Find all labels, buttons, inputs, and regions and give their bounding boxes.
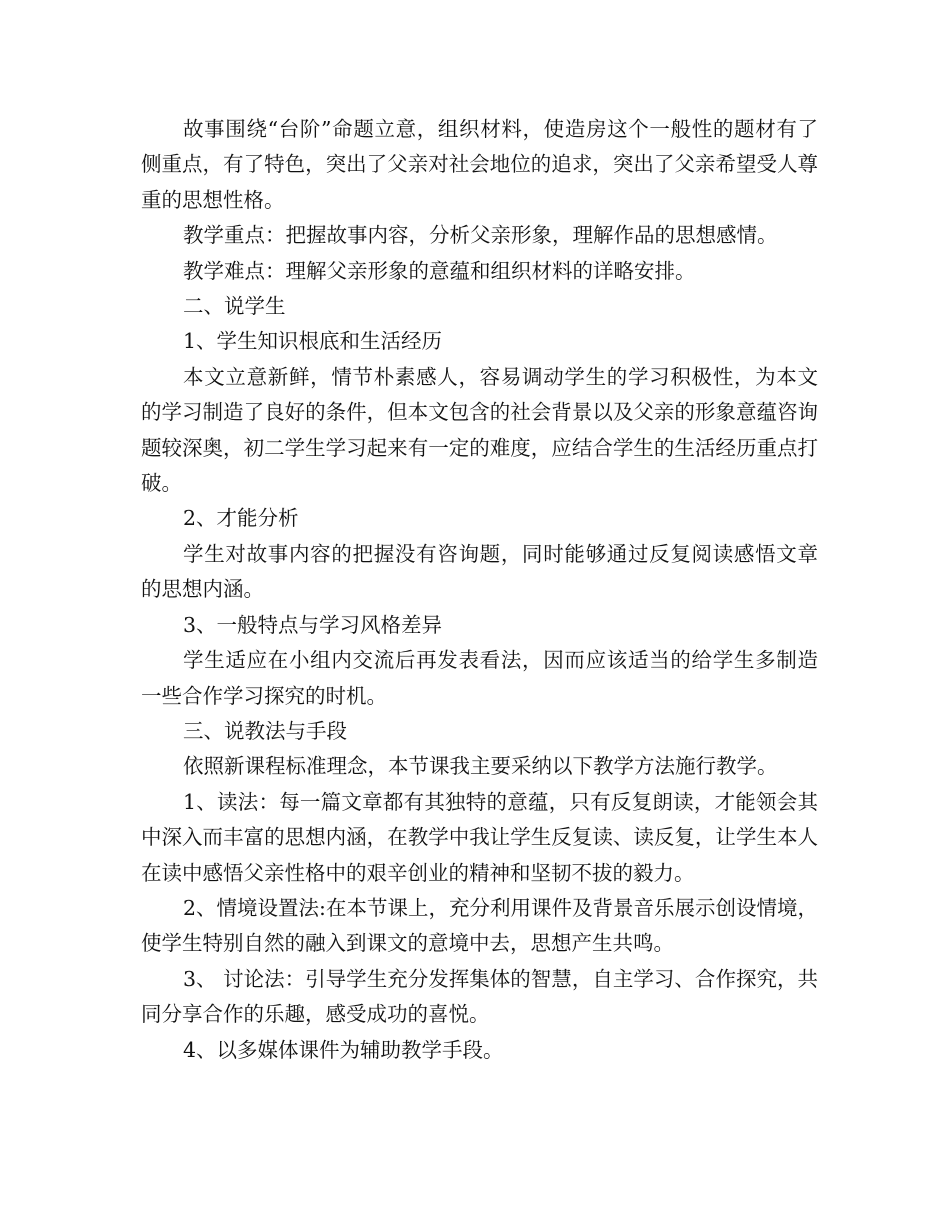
- subheading-ability-analysis: 2、才能分析: [183, 506, 299, 531]
- paragraph-ability-analysis: 学生对故事内容的把握没有咨询题，同时能够通过反复阅读感悟文章的思想内涵。: [141, 541, 818, 602]
- paragraph-knowledge-background: 本文立意新鲜，情节朴素感人，容易调动学生的学习积极性，为本文的学习制造了良好的条件，但本文包含的社会背景以及父亲的形象意蕴咨询题较深奥，初二学生学习起来有一定的难度，应结合学生的生活经历重点打破。: [141, 364, 818, 496]
- subheading-learning-style: 3、一般特点与学习风格差异: [183, 612, 443, 637]
- paragraph-method-reading: 1、读法：每一篇文章都有其独特的意蕴，只有反复朗读，才能领会其中深入而丰富的思想内涵，在教学中我让学生反复读、读反复，让学生本人在读中感悟父亲性格中的艰辛创业的精神和坚韧不拔的毅力。: [141, 789, 818, 885]
- section-heading-methods: 三、说教法与手段: [183, 718, 347, 743]
- subheading-knowledge-background: 1、学生知识根底和生活经历: [183, 329, 443, 354]
- paragraph-intro-summary: 故事围绕“台阶”命题立意，组织材料，使造房这个一般性的题材有了侧重点，有了特色，突出了父亲对社会地位的追求，突出了父亲希望受人尊重的思想性格。: [141, 117, 818, 212]
- paragraph-method-multimedia: 4、以多媒体课件为辅助教学手段。: [183, 1037, 504, 1062]
- paragraph-methods-intro: 依照新课程标准理念，本节课我主要采纳以下教学方法施行教学。: [183, 754, 778, 779]
- paragraph-teaching-difficulty: 教学难点：理解父亲形象的意蕴和组织材料的详略安排。: [183, 258, 696, 283]
- paragraph-method-situation: 2、情境设置法:在本节课上，充分利用课件及背景音乐展示创设情境，使学生特别自然的融入到课文的意境中去，思想产生共鸣。: [141, 895, 818, 956]
- paragraph-teaching-focus: 教学重点：把握故事内容，分析父亲形象，理解作品的思想感情。: [183, 223, 778, 248]
- paragraph-learning-style: 学生适应在小组内交流后再发表看法，因而应该适当的给学生多制造一些合作学习探究的时机。: [141, 648, 818, 708]
- section-heading-students: 二、说学生: [183, 294, 286, 319]
- paragraph-method-discussion: 3、 讨论法：引导学生充分发挥集体的智慧，自主学习、合作探究，共同分享合作的乐趣，感受成功的喜悦。: [141, 966, 818, 1027]
